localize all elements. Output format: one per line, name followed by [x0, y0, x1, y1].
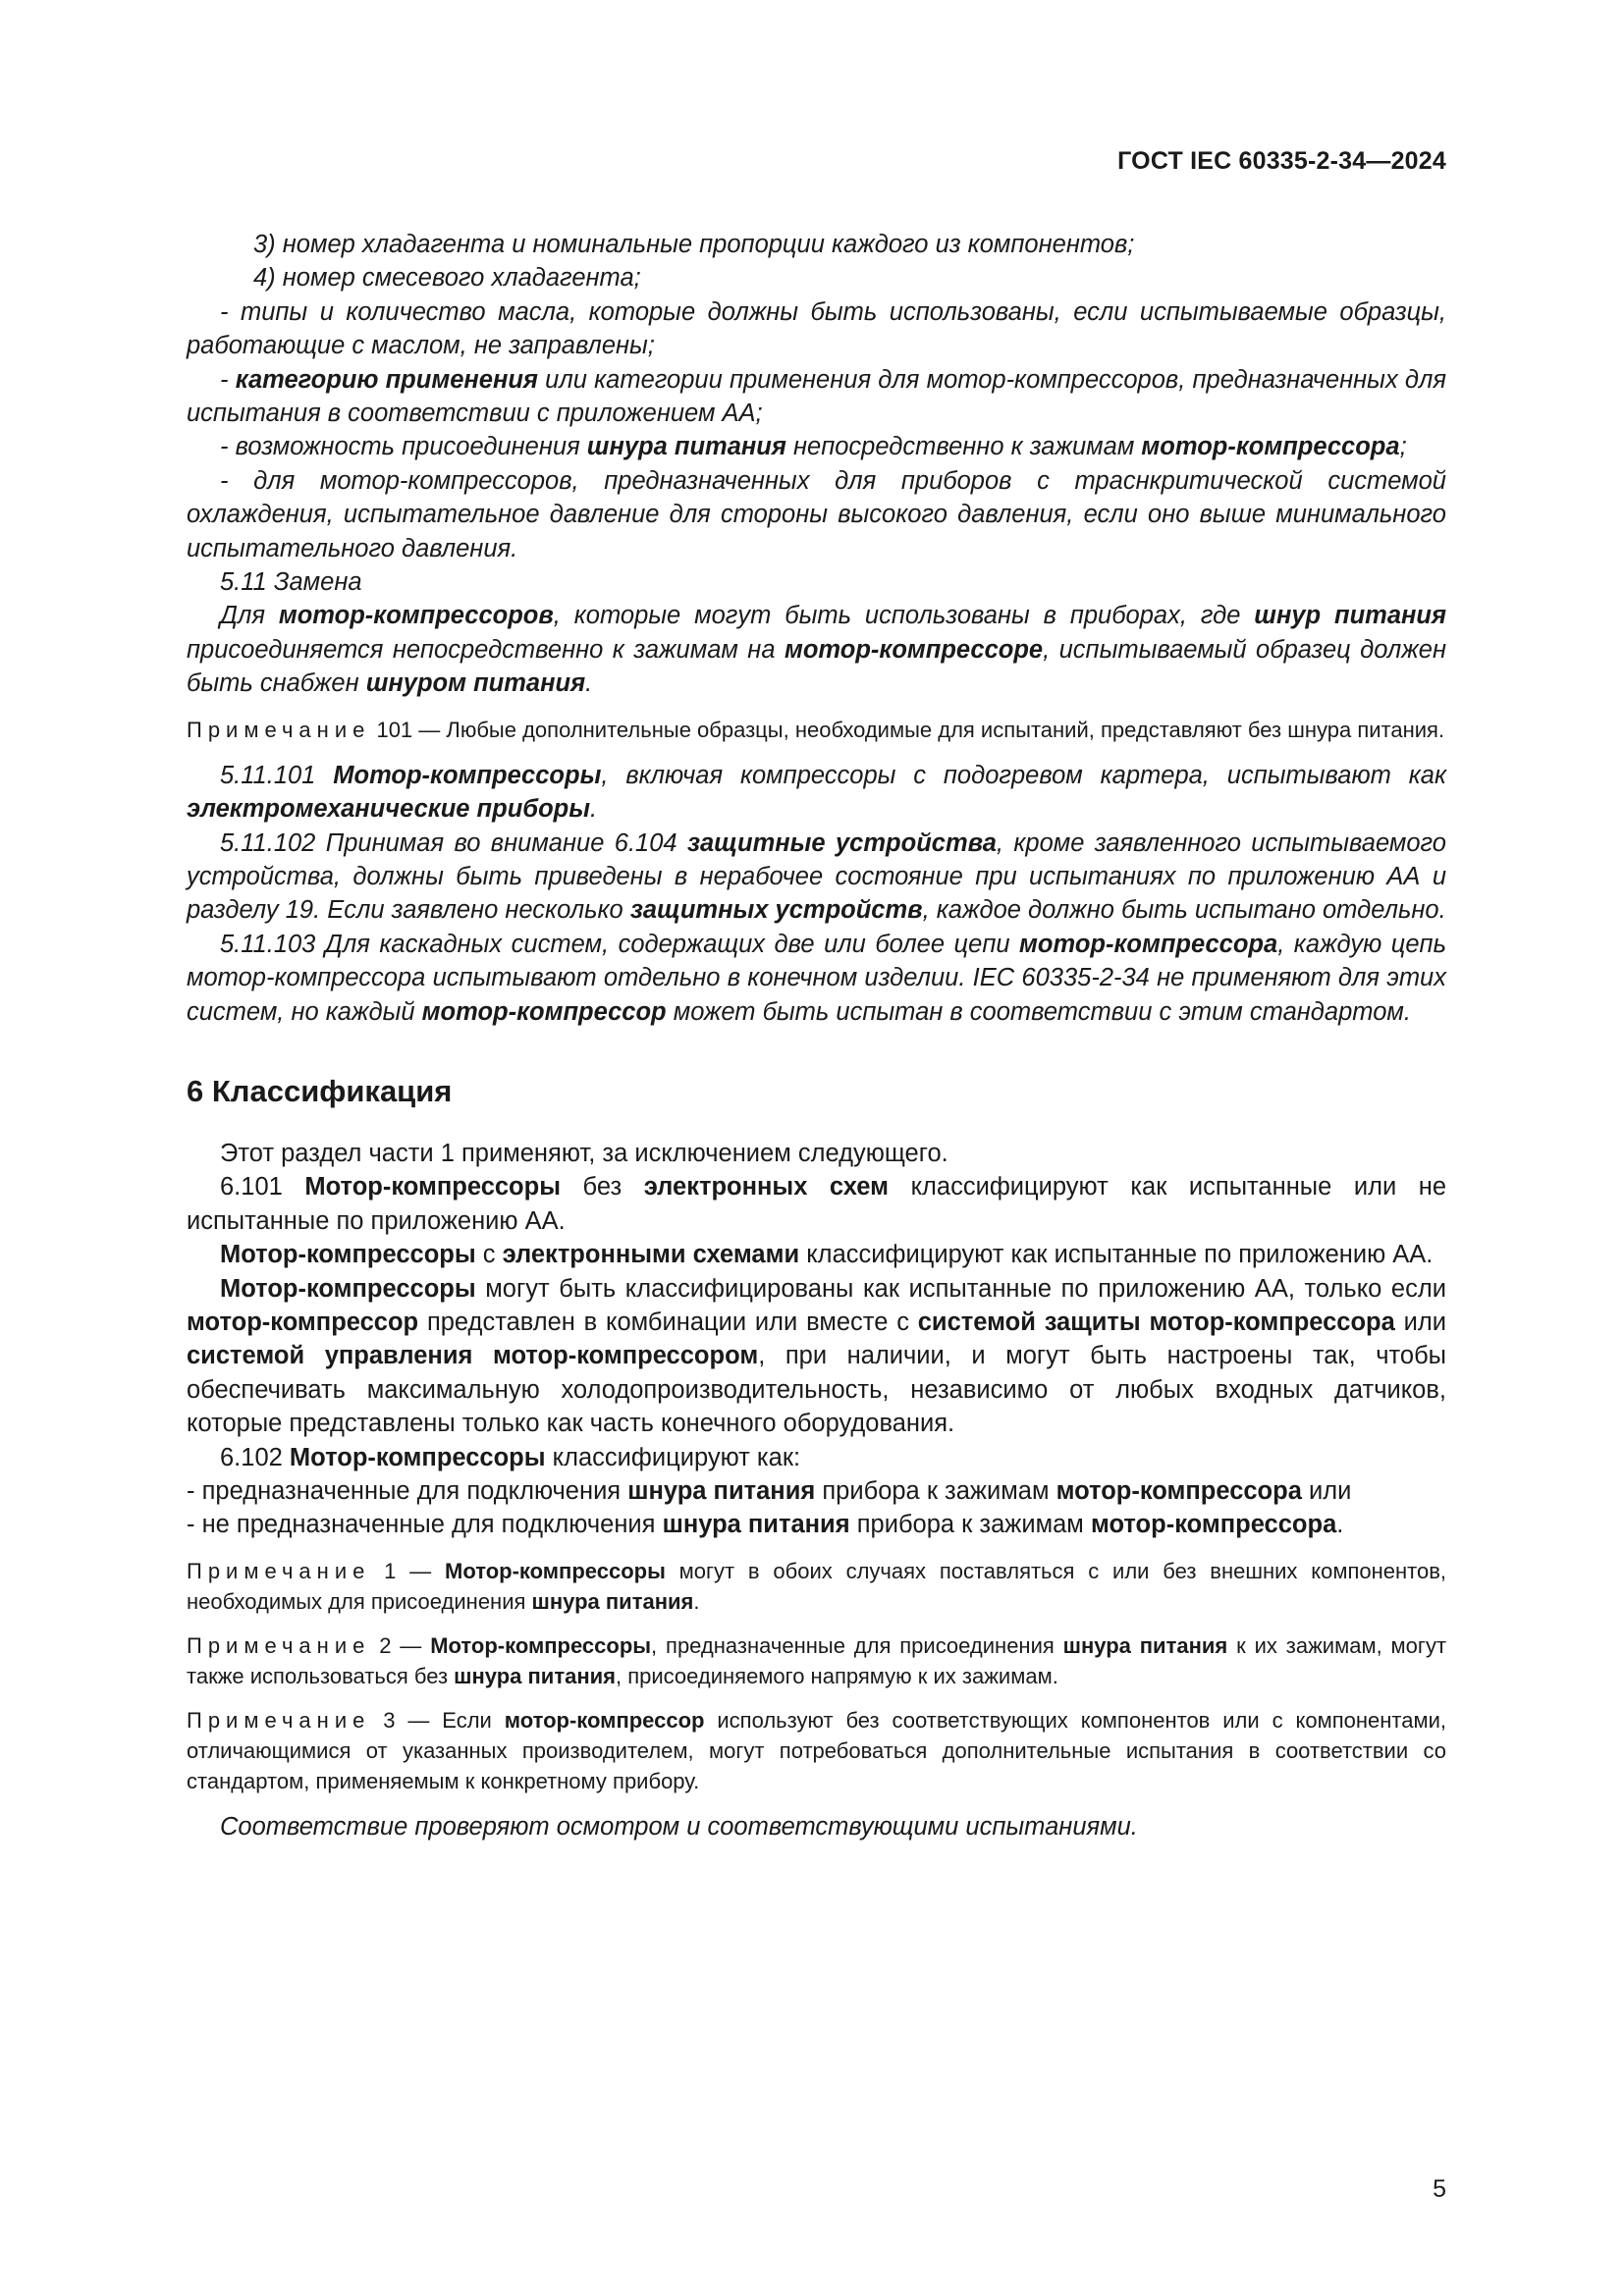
clause-5-11-103: 5.11.103 Для каскадных систем, содержащих две или более цепи мотор-компрессора, каждую цепь мотор-компрессора испытывают отдельно в конечном изделии. IEC 60335-2-34 не применяют для этих систем, но каждый мотор-компрессор может быть испытан в соответствии с этим стандартом. — [187, 930, 1446, 1026]
clause-6-101-para2: Мотор-компрессоры с электронными схемами классифицируют как испытанные по приложению АА. — [220, 1241, 1434, 1269]
note-1: Примечание 1 — Мотор-компрессоры могут в обоих случаях поставляться с или без внешних компонентов, необходимых для присоединения шнура питания. — [187, 1558, 1446, 1614]
clause-6-101: 6.101 Мотор-компрессоры без электронных схем классифицируют как испытанные или не испытанные по приложению АА. — [187, 1173, 1446, 1235]
clause-6-102-item1: - предназначенные для подключения шнура питания прибора к зажимам мотор-компрессора или — [187, 1477, 1352, 1505]
dash-item-pressure: - для мотор-компрессоров, предназначенных для приборов с траснкритической системой охлаждения, испытательное давление для стороны высокого давления, если оно выше минимального испытательного давления. — [187, 466, 1446, 562]
clause-6-102-item2: - не предназначенные для подключения шнура питания прибора к зажимам мотор-компрессора. — [187, 1511, 1344, 1539]
document-header: ГОСТ IEC 60335-2-34—2024 — [1117, 147, 1446, 175]
note-101: Примечание 101 — Любые дополнительные образцы, необходимые для испытаний, представляют без шнура питания. — [187, 717, 1445, 742]
clause-5-11-102: 5.11.102 Принимая во внимание 6.104 защитные устройства, кроме заявленного испытываемого устройства, должны быть приведены в нерабочее состояние при испытаниях по приложению АА и разделу 19. Если заявлено несколько защитных устройств, каждое должно быть испытано отдельно. — [187, 828, 1446, 925]
page-number: 5 — [1433, 2175, 1446, 2203]
clause-6-102: 6.102 Мотор-компрессоры классифицируют как: — [220, 1443, 801, 1471]
page-body — [187, 147, 1446, 1843]
note-3: Примечание 3 — Если мотор-компрессор используют без соответствующих компонентов или с компонентами, отличающимися от указанных производителем, могут потребоваться дополнительные испытания в соответствии со стандартом, применяемым к конкретному прибору. — [187, 1707, 1446, 1793]
list-item-3: 3) номер хладагента и номинальные пропорции каждого из компонентов; — [253, 231, 1135, 258]
section-6-heading: 6 Классификация — [187, 1073, 453, 1108]
list-item-4: 4) номер смесевого хладагента; — [253, 264, 641, 293]
clause-5-11-text: Для мотор-компрессоров, которые могут быть использованы в приборах, где шнур питания присоединяется непосредственно к зажимам на мотор-компрессоре, испытываемый образец должен быть снабжен шнуром питания. — [187, 602, 1447, 698]
clause-6-101-para3: Мотор-компрессоры могут быть классифицированы как испытанные по приложению АА, только если мотор-компрессор представлен в комбинации или вместе с системой защиты мотор-компрессора или системой управления мотор-компрессором, при наличии, и могут быть настроены так, чтобы обеспечивать максимальную холодопроизводительность, независимо от любых входных датчиков, которые представлены только как часть конечного оборудования. — [187, 1274, 1447, 1438]
dash-item-oil: - типы и количество масла, которые должны быть использованы, если испытываемые образцы, работающие с маслом, не заправлены; — [187, 297, 1446, 360]
note-2: Примечание 2 — Мотор-компрессоры, предназначенные для присоединения шнура питания к их зажимам, могут также использоваться без шнура питания, присоединяемого напрямую к их зажимам. — [187, 1632, 1447, 1688]
section-6-intro: Этот раздел части 1 применяют, за исключением следующего. — [220, 1139, 948, 1167]
dash-item-cord: - возможность присоединения шнура питания непосредственно к зажимам мотор-компрессора; — [220, 433, 1407, 461]
clause-5-11-101: 5.11.101 Мотор-компрессоры, включая компрессоры с подогревом картера, испытывают как электромеханические приборы. — [187, 761, 1446, 824]
compliance-statement: Соответствие проверяют осмотром и соответствующими испытаниями. — [220, 1812, 1138, 1841]
dash-item-category: - категорию применения или категории применения для мотор-компрессоров, предназначенных для испытания в соответствии с приложением АА; — [187, 365, 1446, 428]
clause-5-11-title: 5.11 Замена — [220, 568, 362, 597]
